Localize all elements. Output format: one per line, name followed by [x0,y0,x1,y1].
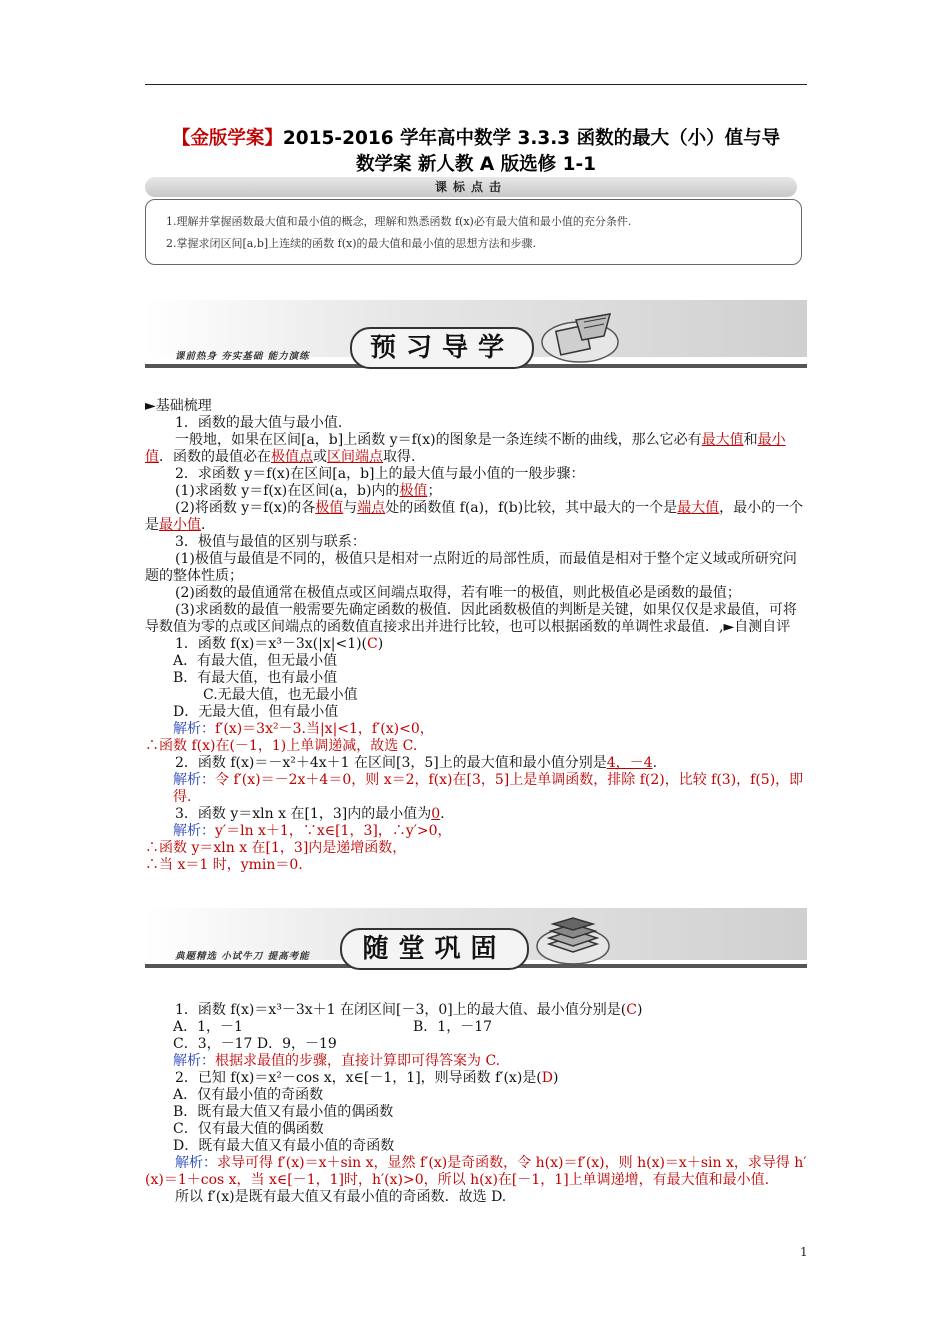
basics-heading: ►基础梳理 [145,398,212,414]
answer-blank: 最大值 [701,432,744,448]
banner-title: 随堂巩固 [340,928,529,970]
paragraph: (2)函数的最值通常在极值点或区间端点取得，若有唯一的极值，则此极值必是函数的最值； [175,585,741,601]
paragraph: 2．求函数 y＝f(x)在区间[a，b]上的最大值与最小值的一般步骤： [175,466,585,482]
question [145,636,807,653]
banner-title: 预习导学 [350,327,534,369]
practice-section [145,1002,807,1206]
option: D．无最大值，但有最小值 [173,704,339,720]
solution [145,721,807,738]
solution-label: 解析： [175,1155,217,1171]
title-line2: 数学案 新人教 A 版选修 1-1 [355,154,596,175]
solution-label: 解析： [173,721,215,737]
option: B．1，－17 [413,1019,493,1035]
goals-box [145,199,802,265]
answer-blank: 端点 [357,500,386,516]
goal-item: 2.掌握求闭区间[a,b]上连续的函数 f(x)的最大值和最小值的思想方法和步骤. [166,237,537,250]
solution-text: 根据求最值的步骤，直接计算即可得答案为 C. [215,1053,501,1069]
paragraph [145,432,807,466]
text: 一般地，如果在区间[a，b]上函数 y＝f(x)的图象是一条连续不断的曲线，那么它必有 [175,432,702,448]
goals-band [145,177,797,197]
paragraph: 3．极值与最值的区别与联系： [175,534,366,550]
option: C．3，－17 D．9，－19 [173,1036,337,1052]
solution-label: 解析： [173,1053,215,1069]
option: D．既有最大值又有最小值的奇函数 [173,1138,395,1154]
answer: D [541,1070,553,1086]
title-line1: 2015-2016 学年高中数学 3.3.3 函数的最大（小）值与导 [282,128,781,149]
text: ．函数的最值必在 [159,449,271,465]
solution-label: 解析： [173,772,215,788]
section-banner-practice [145,908,807,970]
option: A．仅有最小值的奇函数 [173,1087,324,1103]
text: . [201,517,206,533]
paragraph: (3)求函数的最值一般需要先确定函数的极值．因此函数极值的判断是关键，如果仅仅是求最值，可将导数值为零的点或区间端点的函数值直接求出并进行比较，也可以根据函数的单调性求最值．,►自测自评 [145,602,797,635]
text: 1．函数 f(x)＝x³－3x＋1 在闭区间[－3，0]上的最大值、最小值分别是( [175,1002,627,1018]
solution-text: f′(x)＝3x²－3.当|x|<1，f′(x)<0， [215,721,434,737]
option: C．仅有最大值的偶函数 [173,1121,324,1137]
goals-label: 课标点击 [434,180,507,194]
text: 和 [743,432,758,448]
answer-blank: 极值点 [271,449,313,465]
answer-blank: 最小值 [145,432,786,465]
solution-text: ∴当 x＝1 时，ymin＝0. [145,857,303,873]
header-rule [145,84,807,85]
solution-label: 解析： [173,823,215,839]
solution-text: 令 f′(x)＝－2x＋4＝0，则 x＝2，f(x)在[3，5]上是单调函数，排除 f(2)，比较 f(3)，f(5)，即得. [173,772,804,805]
banner-subtitle: 课前热身 夯实基础 能力演练 [175,351,310,362]
option: C.无最大值，也无最小值 [203,687,358,703]
answer-blank: 大值 [691,500,720,516]
text: ) [636,1002,643,1018]
title-bracket: 【金版学案】 [171,128,283,149]
answer: C [626,1002,637,1018]
question [145,1070,807,1087]
answer-blank: 0 [431,806,441,822]
paragraph [145,483,807,500]
solution [145,1053,807,1070]
goal-item: 1.理解并掌握函数最大值和最小值的概念，理解和熟悉函数 f(x)必有最大值和最小值的充分条件. [166,215,632,228]
solution-text: ∴函数 f(x)在(－1，1)上单调递减，故选 C. [145,738,418,754]
document-title [145,126,807,178]
solution [145,823,807,840]
page-number: 1 [800,1245,808,1259]
question [145,755,807,772]
text: . [440,806,445,822]
option: B．既有最大值又有最小值的偶函数 [173,1104,394,1120]
solution-text: 所以 f′(x)是既有最大值又有最小值的奇函数．故选 D. [175,1189,507,1205]
answer-blank: 极值 [399,483,428,499]
option: B．有最大值，也有最小值 [173,670,338,686]
text: . [652,755,658,771]
solution-text: 求导可得 f′(x)＝x＋sin x，显然 f′(x)是奇函数，令 h(x)＝f′(x)，则 h(x)＝x＋sin x，求导得 h′(x)＝1＋cos x，当 x∈[－1，1]时，h′(x)>0，所以 h(x)在[－1，1]上单调递增，有最大值和最小值. [145,1155,807,1188]
answer-blank: 最 [677,500,692,516]
text: 2．已知 f(x)＝x²－cos x，x∈[－1，1]，则导函数 f′(x)是( [175,1070,542,1086]
answer-blank: 区间端点 [327,449,383,465]
text: 与 [343,500,358,516]
text: 3．函数 y＝xln x 在[1，3]内的最小值为 [175,806,432,822]
text: 处的函数值 f(a)，f(b)比较，其中最大的一个是 [385,500,678,516]
paragraph: 1．函数的最大值与最小值. [175,415,343,431]
text: ，最小的一个是 [145,500,804,533]
answer-blank: 极值 [315,500,344,516]
solution [145,1155,807,1189]
solution [145,772,807,806]
book-stack-icon [535,910,611,966]
question [145,1002,807,1019]
text: 2．函数 f(x)＝－x²＋4x＋1 在区间[3，5]上的最大值和最小值分别是 [175,755,607,771]
option: A．有最大值，但无最小值 [173,653,338,669]
solution-text: y′＝ln x＋1，∵x∈[1，3]，∴y′>0， [215,823,452,839]
text: 或 [313,449,327,465]
answer-blank: 4，－4 [606,755,653,771]
text: (1)求函数 y＝f(x)在区间(a，b)内的 [175,483,400,499]
text: 取得. [383,449,416,465]
answer-blank: 最小值 [159,517,201,533]
banner-subtitle: 典题精选 小试牛刀 提高考能 [175,951,310,962]
option: A．1，－1 [173,1019,243,1035]
options-row [145,1019,807,1036]
text: ； [427,483,442,499]
text: 1．函数 f(x)＝x³－3x(|x|<1)( [175,636,368,652]
solution-text: ∴函数 y＝xln x 在[1，3]内是递增函数， [145,840,407,856]
text: (2)将函数 y＝f(x)的各 [175,500,316,516]
books-icon [540,306,620,364]
preview-section [145,398,807,874]
text: ) [553,1070,559,1086]
question [145,806,807,823]
paragraph [145,500,807,534]
paragraph: (1)极值与最值是不同的，极值只是相对一点附近的局部性质，而最值是相对于整个定义域或所研究问题的整体性质； [145,551,797,584]
answer: C [367,636,378,652]
text: ) [377,636,384,652]
section-banner-preview [145,300,807,370]
